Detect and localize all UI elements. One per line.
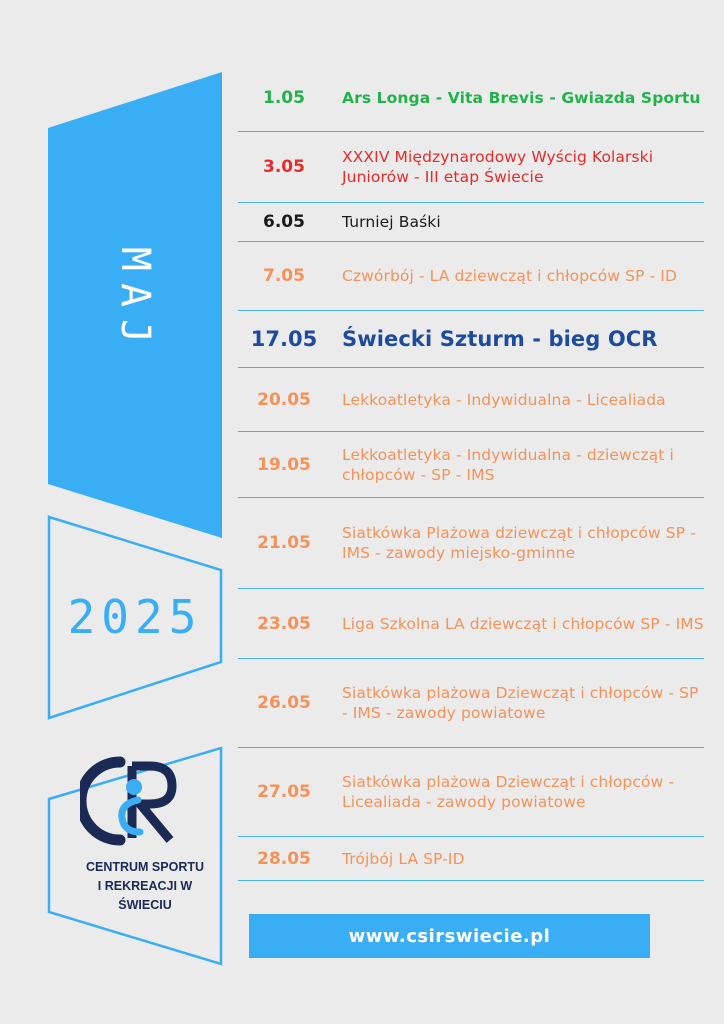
event-title: Ars Longa - Vita Brevis - Gwiazda Sportu	[342, 88, 701, 107]
event-row	[238, 368, 704, 432]
csir-logo	[80, 752, 190, 852]
event-title: Siatkówka Plażowa dziewcząt i chłopców SP - IMS - zawody miejsko-gminne	[342, 524, 696, 562]
event-date: 19.05	[257, 454, 311, 475]
event-row	[238, 837, 704, 881]
event-row	[238, 432, 704, 498]
year-label: 2025	[67, 590, 203, 644]
event-title: Lekkoatletyka - Indywidualna - Licealiada	[342, 390, 666, 409]
event-title: Liga Szkolna LA dziewcząt i chłopców SP - IMS	[342, 614, 704, 633]
event-row	[238, 311, 704, 368]
logo-text	[70, 858, 220, 915]
events-list	[238, 64, 704, 881]
event-row	[238, 659, 704, 748]
logo-text-line1: CENTRUM SPORTU	[85, 860, 205, 874]
event-title: Czwórbój - LA dziewcząt i chłopców SP - ID	[342, 267, 677, 285]
event-row	[238, 589, 704, 659]
event-date: 20.05	[257, 389, 311, 410]
event-date: 6.05	[263, 212, 305, 232]
event-title: Lekkoatletyka - Indywidualna - dziewcząt i chłopców - SP - IMS	[342, 445, 674, 484]
event-title: Trójbój LA SP-ID	[342, 849, 465, 868]
event-date: 26.05	[257, 693, 311, 713]
logo-text-line2: I REKREACJI W ŚWIECIU	[97, 879, 193, 912]
event-row	[238, 64, 704, 132]
event-date: 23.05	[257, 613, 311, 634]
website-link[interactable]: www.csirswiecie.pl	[249, 914, 650, 958]
event-title: Turniej Baśki	[342, 213, 441, 231]
event-date: 3.05	[263, 157, 305, 177]
event-date: 1.05	[263, 87, 305, 108]
event-row	[238, 132, 704, 203]
event-row	[238, 498, 704, 589]
event-row	[238, 242, 704, 311]
event-title: Świecki Szturm - bieg OCR	[342, 327, 658, 351]
event-row	[238, 203, 704, 242]
event-date: 27.05	[257, 782, 311, 802]
month-label: MAJ	[112, 246, 158, 356]
event-title: Siatkówka plażowa Dziewcząt i chłopców - Licealiada - zawody powiatowe	[342, 773, 675, 811]
event-date: 28.05	[257, 848, 311, 869]
event-title: XXXIV Międzynarodowy Wyścig Kolarski Juniorów - III etap Świecie	[342, 148, 654, 186]
event-date: 21.05	[257, 533, 311, 553]
event-row	[238, 748, 704, 837]
event-date: 7.05	[263, 266, 305, 286]
event-date: 17.05	[250, 327, 318, 351]
event-title: Siatkówka plażowa Dziewcząt i chłopców - SP - IMS - zawody powiatowe	[342, 684, 699, 722]
